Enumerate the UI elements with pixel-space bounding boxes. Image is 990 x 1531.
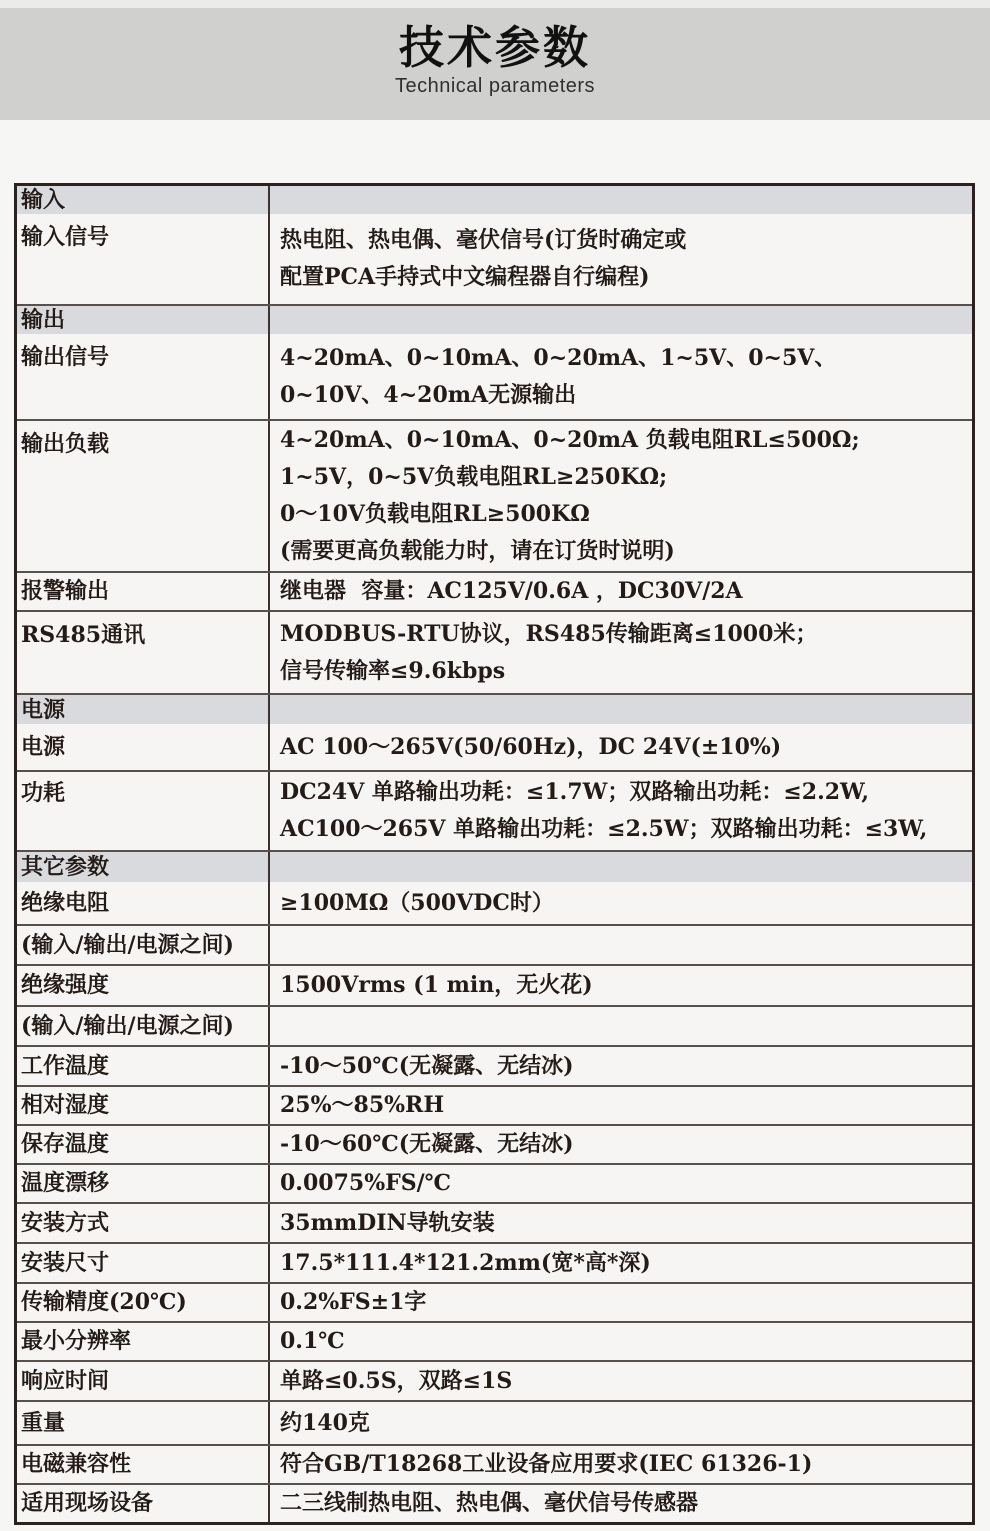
section-power [17,693,972,724]
row-value-cell [270,421,972,571]
row-label-cell [17,772,270,850]
row-label: 保存温度 [21,1131,110,1157]
row-label-cell [17,1446,270,1483]
section-label: 电源 [21,696,66,723]
row-label: (输入/输出/电源之间) [21,931,234,958]
row-operating-temperature [17,1045,972,1085]
row-label-cell [17,421,270,571]
row-storage-temperature [17,1124,972,1163]
value-line: 信号传输率≤9.6kbps [280,657,506,684]
value-line: DC24V 单路输出功耗：≤1.7W；双路输出功耗：≤2.2W, [280,779,869,805]
row-value-cell [270,1047,972,1085]
row-label: 电磁兼容性 [21,1451,132,1477]
value-line: 热电阻、热电偶、毫伏信号(订货时确定或 [280,227,687,253]
section-label-cell [17,306,270,334]
row-value-cell [270,612,972,693]
row-insulation-strength [17,964,972,1005]
row-label: 相对湿度 [21,1092,110,1118]
row-value-cell [270,1007,972,1045]
section-label: 输出 [21,307,66,333]
section-empty-cell [270,306,972,334]
row-value-cell [270,573,972,610]
row-value-cell [270,1362,972,1400]
value-line: 配置PCA手持式中文编程器自行编程) [280,264,650,290]
row-weight [17,1400,972,1444]
row-label-cell [17,1323,270,1360]
row-label: 安装方式 [21,1209,110,1236]
value-line: 0.2%FS±1字 [280,1289,427,1315]
row-label-cell [17,1007,270,1045]
row-label: 安装尺寸 [21,1249,110,1276]
section-output [17,304,972,334]
row-label: 功耗 [21,780,66,806]
row-value-cell [270,966,972,1005]
row-label-cell [17,926,270,964]
value-line: 二三线制热电阻、热电偶、毫伏信号传感器 [280,1490,699,1516]
row-output-load [17,419,972,571]
row-label: 温度漂移 [21,1170,110,1196]
row-power-consumption [17,770,972,850]
row-label-cell [17,1165,270,1202]
row-label-cell [17,1485,270,1522]
row-label: 绝缘强度 [21,972,110,998]
row-min-resolution [17,1321,972,1360]
value-line: -10～50℃(无凝露、无结冰) [280,1052,574,1079]
value-line: AC 100～265V(50/60Hz)，DC 24V(±10%) [280,733,782,760]
row-label-cell [17,724,270,770]
row-label-cell [17,1087,270,1124]
row-label-cell [17,214,270,304]
row-label-cell [17,1362,270,1400]
value-line: 25%～85%RH [280,1092,445,1118]
section-empty-cell [270,695,972,724]
value-line: 0.0075%FS/℃ [280,1170,452,1196]
row-value-cell [270,1126,972,1163]
top-strip [0,0,990,8]
row-value-cell [270,1446,972,1483]
row-value-cell [270,334,972,419]
row-label: (输入/输出/电源之间) [21,1012,234,1039]
section-label: 输入 [21,187,66,213]
value-line: 继电器 容量：AC125V/0.6A ，DC30V/2A [280,578,743,604]
value-line: ≥100MΩ（500VDC时） [280,889,554,916]
row-label-cell [17,1047,270,1085]
row-label-cell [17,612,270,693]
row-value-cell [270,1204,972,1242]
row-label: 最小分辨率 [21,1328,132,1354]
value-line: AC100～265V 单路输出功耗：≤2.5W；双路输出功耗：≤3W, [280,816,928,842]
row-value-cell [270,772,972,850]
row-relative-humidity [17,1085,972,1124]
row-mounting-dimensions [17,1242,972,1282]
value-line: 0~10V、4~20mA无源输出 [280,381,577,408]
row-label-cell [17,966,270,1005]
value-line: (需要更高负载能力时，请在订货时说明) [280,538,675,564]
value-line: 单路≤0.5S，双路≤1S [280,1367,513,1394]
row-value-cell [270,1165,972,1202]
value-line: 1500Vrms (1 min，无火花) [280,972,593,998]
row-value-cell [270,1244,972,1282]
row-label-cell [17,573,270,610]
value-line: 4~20mA、0~10mA、0~20mA 负载电阻RL≤500Ω; [280,427,860,453]
row-label: 报警输出 [21,578,110,604]
row-value-cell [270,214,972,304]
row-input-signal [17,214,972,304]
row-output-signal [17,334,972,419]
row-value-cell [270,1485,972,1522]
value-line: 符合GB/T18268工业设备应用要求(IEC 61326-1) [280,1451,813,1477]
row-label-cell [17,1126,270,1163]
value-line: 17.5*111.4*121.2mm(宽*高*深) [280,1249,651,1276]
row-value-cell [270,1087,972,1124]
row-label-cell [17,882,270,924]
section-label: 其它参数 [21,854,110,880]
row-label: RS485通讯 [21,622,146,648]
row-label-cell [17,1284,270,1321]
row-field-devices [17,1483,972,1522]
page-subtitle: Technical parameters [394,75,596,97]
value-line: 4~20mA、0~10mA、0~20mA、1~5V、0~5V、 [280,344,837,371]
value-line: 1~5V，0~5V负载电阻RL≥250KΩ; [280,464,668,490]
value-line: 0～10V负载电阻RL≥500KΩ [280,501,590,527]
row-value-cell [270,1402,972,1444]
value-line: 35mmDIN导轨安装 [280,1209,495,1236]
row-label: 传输精度(20℃) [21,1289,187,1315]
row-rs485 [17,610,972,693]
row-label-cell [17,1244,270,1282]
row-transmission-accuracy [17,1282,972,1321]
row-label-cell [17,1402,270,1444]
row-between-note-1 [17,924,972,964]
row-value-cell [270,882,972,924]
row-label-cell [17,1204,270,1242]
section-empty-cell [270,186,972,214]
section-label-cell [17,695,270,724]
row-label: 响应时间 [21,1367,110,1394]
value-line: 0.1℃ [280,1328,345,1354]
row-alarm-output [17,571,972,610]
row-between-note-2 [17,1005,972,1045]
row-insulation-resistance [17,882,972,924]
row-power-supply [17,724,972,770]
section-label-cell [17,852,270,882]
row-label: 输出信号 [21,344,110,370]
row-value-cell [270,1284,972,1321]
row-label: 工作温度 [21,1052,110,1079]
section-empty-cell [270,852,972,882]
row-label: 适用现场设备 [21,1490,154,1516]
row-mounting-method [17,1202,972,1242]
row-label: 输出负载 [21,431,110,457]
row-value-cell [270,724,972,770]
value-line: MODBUS-RTU协议，RS485传输距离≤1000米； [280,620,818,647]
row-value-cell [270,1323,972,1360]
row-label: 输入信号 [21,224,110,250]
spec-table [14,183,975,1525]
row-value-cell [270,926,972,964]
section-other-params [17,850,972,882]
section-label-cell [17,186,270,214]
row-temperature-drift [17,1163,972,1202]
row-label: 电源 [21,733,66,760]
row-emc [17,1444,972,1483]
row-label: 重量 [21,1409,66,1436]
row-response-time [17,1360,972,1400]
row-label-cell [17,334,270,419]
value-line: 约140克 [280,1409,370,1436]
section-input [17,186,972,214]
page-header [0,8,990,120]
value-line: -10～60℃(无凝露、无结冰) [280,1131,574,1157]
row-label: 绝缘电阻 [21,889,110,916]
page-title: 技术参数 [398,22,591,73]
